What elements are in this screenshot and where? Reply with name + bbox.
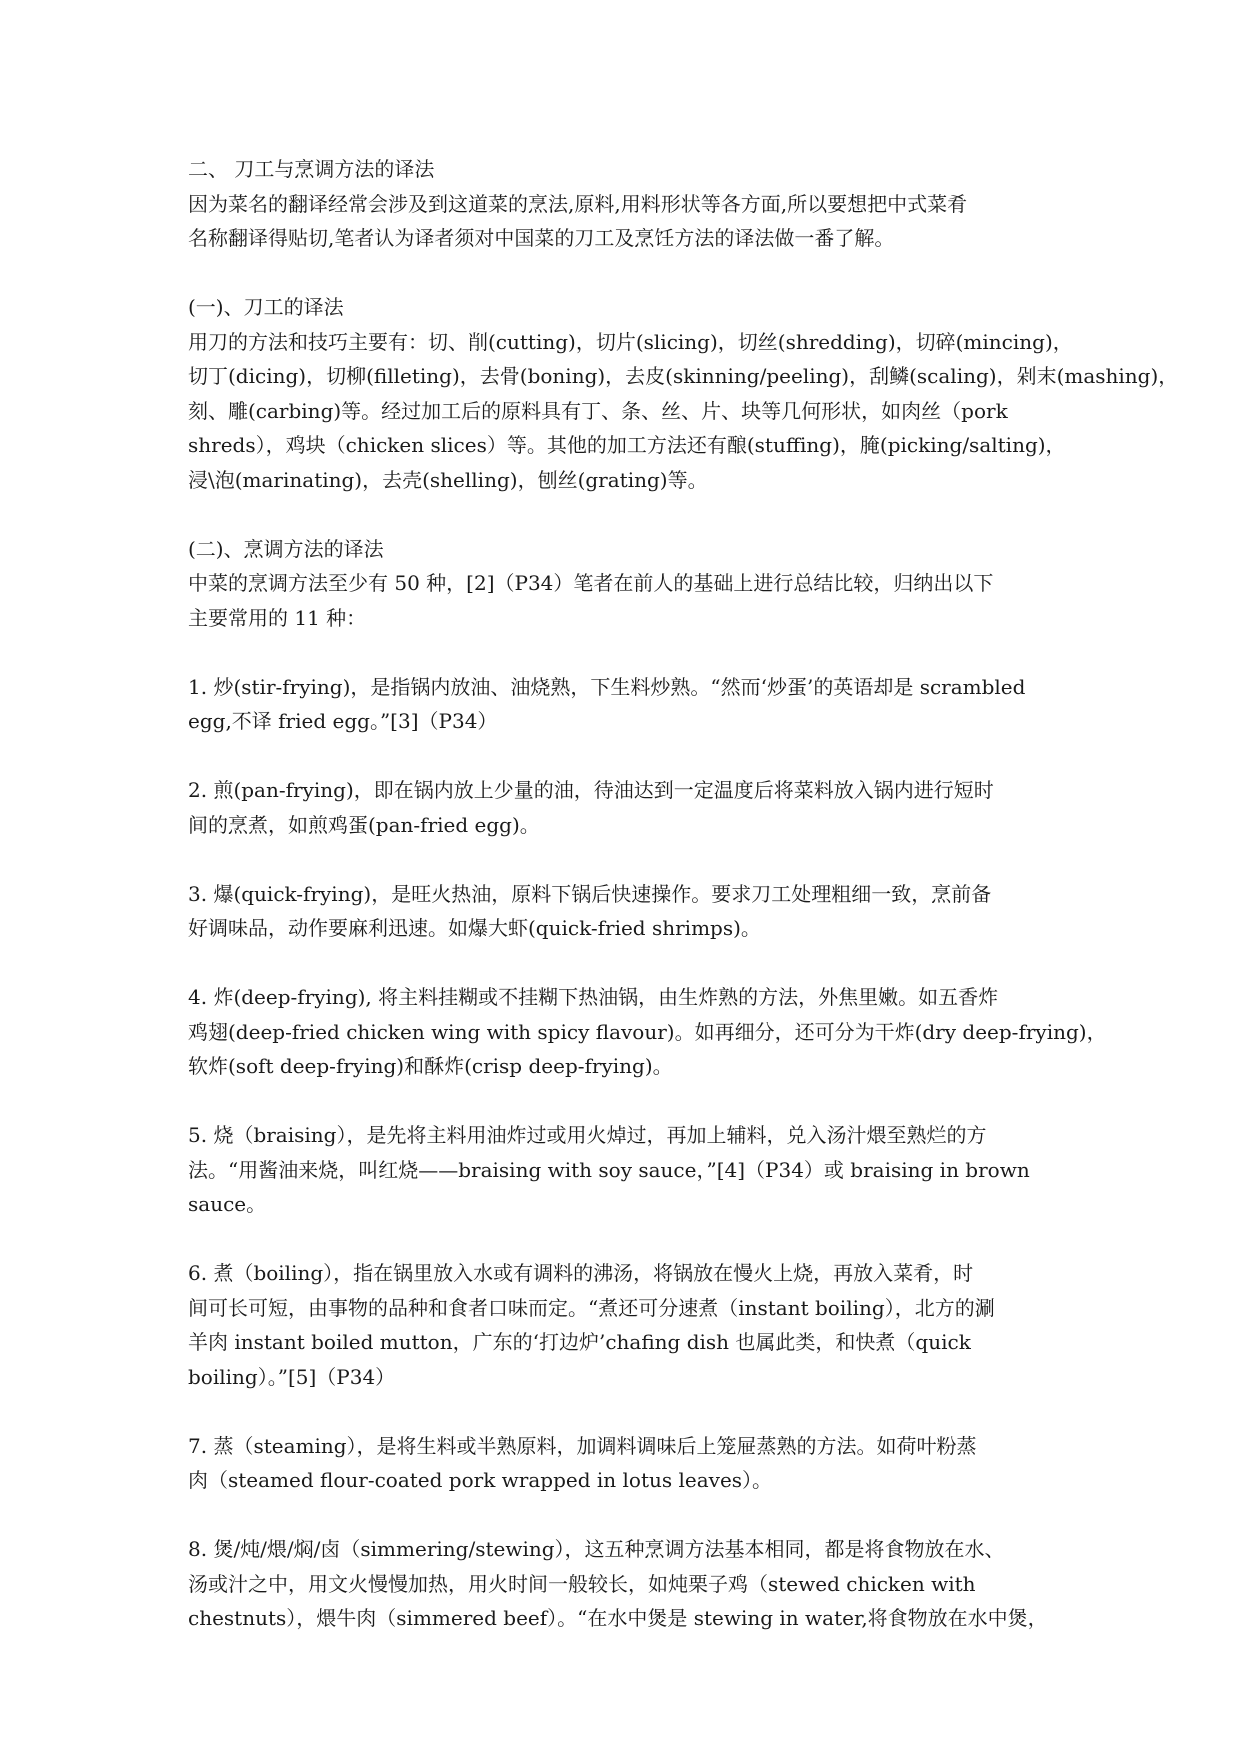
text-line: 鸡翅(deep-fried chicken wing with spicy flavour)。如再细分，还可分为干炸(dry deep-frying)， bbox=[188, 1019, 1107, 1044]
text-line: boiling）。”[5]（P34） bbox=[188, 1364, 396, 1389]
text-line: 浸\泡(marinating)，去壳(shelling)，刨丝(grating)等。 bbox=[188, 467, 708, 492]
text-line: 5. 烧（braising），是先将主料用油炸过或用火焯过，再加上辅料，兑入汤汁煨至熟烂的方 bbox=[188, 1123, 987, 1147]
text-line: 6. 煮（boiling），指在锅里放入水或有调料的沸汤，将锅放在慢火上烧，再放入菜肴，时 bbox=[188, 1261, 974, 1285]
text-line: 间可长可短，由事物的品种和食者口味而定。“煮还可分速煮（instant boiling），北方的涮 bbox=[188, 1295, 995, 1320]
text-line: 2. 煎(pan-frying)，即在锅内放上少量的油，待油达到一定温度后将菜料放入锅内进行短时 bbox=[188, 778, 994, 802]
paragraph bbox=[188, 1118, 1068, 1222]
paragraph bbox=[188, 773, 1068, 842]
paragraph-gap bbox=[188, 1222, 1068, 1257]
section-heading bbox=[188, 532, 1068, 567]
text-line: (一)、刀工的译法 bbox=[188, 295, 344, 319]
text-line: 肉（steamed flour-coated pork wrapped in lotus leaves）。 bbox=[188, 1468, 773, 1492]
paragraph-gap bbox=[188, 1394, 1068, 1429]
text-line: 好调味品，动作要麻利迅速。如爆大虾(quick-fried shrimps)。 bbox=[188, 916, 761, 940]
paragraph-gap bbox=[188, 739, 1068, 774]
paragraph bbox=[188, 1256, 1068, 1394]
text-line: 软炸(soft deep-frying)和酥炸(crisp deep-frying)。 bbox=[188, 1054, 673, 1078]
text-line: (二)、烹调方法的译法 bbox=[188, 536, 384, 561]
text-line: 羊肉 instant boiled mutton，广东的‘打边炉’chafing dish 也属此类，和快煮（quick bbox=[188, 1330, 971, 1354]
paragraph-gap bbox=[188, 1498, 1068, 1533]
paragraph-gap bbox=[188, 842, 1068, 877]
text-line: 汤或汁之中，用文火慢慢加热，用火时间一般较长，如炖栗子鸡（stewed chicken with bbox=[188, 1571, 976, 1596]
text-line: 刻、雕(carbing)等。经过加工后的原料具有丁、条、丝、片、块等几何形状，如肉丝（pork bbox=[188, 398, 1008, 423]
paragraph-gap bbox=[188, 635, 1068, 670]
text-line: sauce。 bbox=[188, 1192, 267, 1216]
text-line: 8. 煲/炖/煨/焖/卤（simmering/stewing），这五种烹调方法基本相同，都是将食物放在水、 bbox=[188, 1537, 1005, 1561]
text-line: shreds），鸡块（chicken slices）等。其他的加工方法还有酿(stuffing)，腌(picking/salting)， bbox=[188, 433, 1066, 457]
text-line: 切丁(dicing)，切柳(filleting)，去骨(boning)，去皮(skinning/peeling)，刮鳞(scaling)，剁末(mashing)， bbox=[188, 364, 1179, 388]
paragraph bbox=[188, 1429, 1068, 1498]
paragraph-gap bbox=[188, 497, 1068, 532]
text-line: 用刀的方法和技巧主要有：切、削(cutting)，切片(slicing)，切丝(shredding)，切碎(mincing)， bbox=[188, 329, 1073, 354]
paragraph-gap bbox=[188, 256, 1068, 291]
paragraph-gap bbox=[188, 1084, 1068, 1119]
text-line: 1. 炒(stir-frying)，是指锅内放油、油烧熟，下生料炒熟。“然而‘炒蛋’的英语却是 scrambled bbox=[188, 674, 1026, 699]
text-line: 名称翻译得贴切,笔者认为译者须对中国菜的刀工及烹饪方法的译法做一番了解。 bbox=[188, 226, 895, 250]
paragraph bbox=[188, 566, 1068, 635]
paragraph bbox=[188, 877, 1068, 946]
text-line: egg,不译 fried egg。”[3]（P34） bbox=[188, 709, 498, 733]
text-line: chestnuts），煨牛肉（simmered beef）。“在水中煲是 stewing in water,将食物放在水中煲， bbox=[188, 1606, 1048, 1630]
text-line: 3. 爆(quick-frying)，是旺火热油，原料下锅后快速操作。要求刀工处理粗细一致，烹前备 bbox=[188, 881, 992, 906]
paragraph bbox=[188, 980, 1107, 1084]
text-line: 因为菜名的翻译经常会涉及到这道菜的烹法,原料,用料形状等各方面,所以要想把中式菜肴 bbox=[188, 191, 968, 216]
text-line: 法。“用酱油来烧，叫红烧——braising with soy sauce，”[4]（P34）或 braising in brown bbox=[188, 1157, 1030, 1182]
paragraph-gap bbox=[188, 946, 1068, 981]
text-line: 间的烹煮，如煎鸡蛋(pan-fried egg)。 bbox=[188, 812, 540, 837]
text-line: 7. 蒸（steaming），是将生料或半熟原料，加调料调味后上笼屉蒸熟的方法。如荷叶粉蒸 bbox=[188, 1433, 977, 1458]
document-body bbox=[188, 152, 1179, 1636]
section-heading bbox=[188, 290, 1068, 325]
paragraph bbox=[188, 325, 1179, 498]
text-line: 主要常用的 11 种： bbox=[188, 605, 367, 630]
section-heading bbox=[188, 152, 1068, 187]
paragraph bbox=[188, 670, 1068, 739]
text-line: 4. 炸(deep-frying), 将主料挂糊或不挂糊下热油锅，由生炸熟的方法，外焦里嫩。如五香炸 bbox=[188, 985, 999, 1009]
text-line: 二、 刀工与烹调方法的译法 bbox=[188, 157, 435, 181]
text-line: 中菜的烹调方法至少有 50 种，[2]（P34）笔者在前人的基础上进行总结比较，归纳出以下 bbox=[188, 571, 994, 595]
paragraph bbox=[188, 187, 1068, 256]
paragraph bbox=[188, 1532, 1068, 1636]
